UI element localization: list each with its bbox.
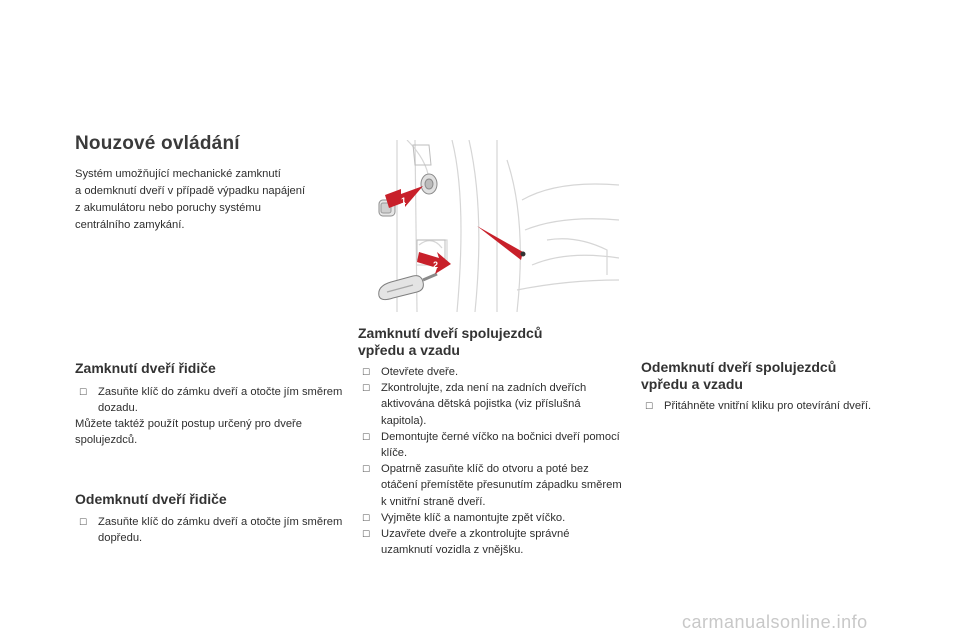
lock-driver-steps xyxy=(75,384,345,416)
list-item: ☐ Zasuňte klíč do zámku dveří a otočte jím směrem dozadu. xyxy=(79,386,343,415)
page-title: Nouzové ovládání xyxy=(75,133,240,154)
intro-line: Systém umožňující mechanické zamknutí xyxy=(75,168,281,180)
lock-cylinder-icon xyxy=(421,174,437,194)
intro-line: z akumulátoru nebo poruchy systému xyxy=(75,202,261,214)
unlock-driver-heading: Odemknutí dveří řidiče xyxy=(75,491,227,507)
heading-line: Odemknutí dveří spolujezdců xyxy=(641,359,837,375)
intro-line: a odemknutí dveří v případě výpadku napájení xyxy=(75,185,306,197)
bullet-icon: ☐ xyxy=(362,529,371,540)
list-item: ☐ Vyjměte klíč a namontujte zpět víčko. xyxy=(358,510,623,526)
lock-driver-note: Můžete taktéž použít postup určený pro dveře spolujezdců. xyxy=(75,418,302,447)
bullet-icon: ☐ xyxy=(79,387,88,397)
list-item: ☐ Opatrně zasuňte klíč do otvoru a poté bez otáčení přemístěte přesunutím západku směrem k vnitřní straně dveří. xyxy=(362,463,622,508)
intro-paragraph xyxy=(75,166,345,234)
arrow-2-icon xyxy=(417,252,451,274)
bullet-icon: ☐ xyxy=(362,431,371,442)
list-item: ☐ Přitáhněte vnitřní kliku pro otevírání dveří. xyxy=(641,398,911,414)
unlock-driver-steps xyxy=(75,514,345,546)
bullet-icon: ☐ xyxy=(79,517,88,527)
bullet-icon: ☐ xyxy=(362,512,371,523)
list-item: ☐ Uzavřete dveře a zkontrolujte správné uzamknutí vozidla z vnějšku. xyxy=(362,528,570,557)
pointer-wedge xyxy=(477,226,526,260)
unlock-passenger-steps xyxy=(641,398,911,414)
bullet-icon: ☐ xyxy=(362,464,371,475)
arrow-label: 2 xyxy=(433,260,439,270)
list-item: ☐ Demontujte černé víčko na bočnici dveří pomocí klíče. xyxy=(362,430,620,460)
bullet-icon: ☐ xyxy=(645,401,654,411)
watermark: carmanualsonline.info xyxy=(682,612,868,632)
lock-passenger-steps xyxy=(358,364,623,558)
unlock-passenger-heading xyxy=(641,359,836,393)
list-item: ☐ Zasuňte klíč do zámku dveří a otočte jím směrem dopředu. xyxy=(79,516,343,545)
key-fob-icon xyxy=(379,274,437,300)
arrow-1-icon xyxy=(385,186,423,208)
arrow-label: 1 xyxy=(401,196,407,206)
list-item: ☐ Zkontrolujte, zda není na zadních dveřích aktivována dětská pojistka (viz příslušná kapitola). xyxy=(362,382,587,427)
door-lock-illustration xyxy=(357,140,619,312)
list-item: ☐ Otevřete dveře. xyxy=(358,364,623,380)
heading-line: vpředu a vzadu xyxy=(358,342,460,358)
lock-driver-heading: Zamknutí dveří řidiče xyxy=(75,360,216,376)
heading-line: vpředu a vzadu xyxy=(641,376,743,392)
bullet-icon: ☐ xyxy=(362,367,371,377)
intro-line: centrálního zamykání. xyxy=(75,219,185,231)
lock-passenger-heading xyxy=(358,325,542,359)
bullet-icon: ☐ xyxy=(362,383,371,394)
heading-line: Zamknutí dveří spolujezdců xyxy=(358,325,543,341)
